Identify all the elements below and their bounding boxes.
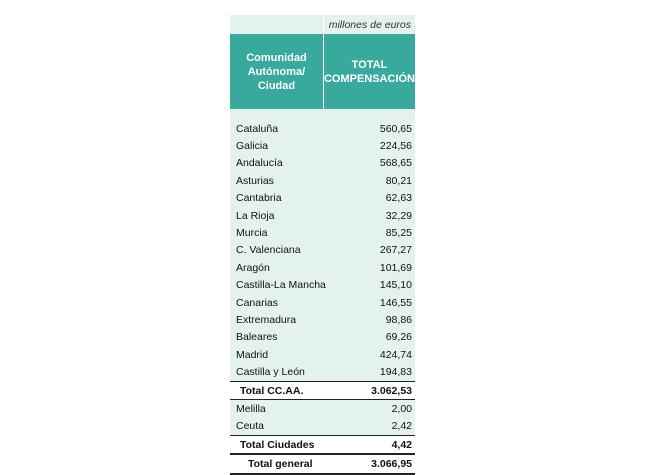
table-row [230, 277, 415, 294]
table-header [230, 34, 415, 109]
header-region-column [230, 34, 323, 109]
header-region-line2: Autónoma/ [247, 65, 306, 78]
table-row [230, 329, 415, 346]
header-total-column [323, 34, 415, 109]
row-name: Ceuta [236, 420, 265, 433]
table-row [230, 172, 415, 189]
total-general-row [230, 454, 415, 474]
row-name: C. Valenciana [236, 244, 301, 257]
row-value: 80,21 [385, 174, 412, 187]
row-value: 2,00 [391, 402, 412, 415]
total-ccaa-label: Total CC.AA. [240, 384, 304, 397]
row-name: Canarias [236, 296, 279, 309]
row-name: Asturias [236, 174, 274, 187]
row-value: 2,42 [391, 420, 412, 433]
units-row [230, 15, 415, 34]
row-value: 85,25 [385, 227, 412, 240]
table-row [230, 294, 415, 311]
row-value: 224,56 [379, 140, 412, 153]
table-body [230, 120, 415, 475]
table-row [230, 190, 415, 207]
row-name: La Rioja [236, 209, 275, 222]
total-general-label: Total general [248, 458, 313, 471]
total-cities-label: Total Ciudades [240, 438, 315, 451]
header-total-line1: TOTAL [351, 58, 388, 71]
table-row [230, 207, 415, 224]
row-name: Madrid [236, 348, 269, 361]
total-cities-value: 4,42 [391, 438, 412, 451]
row-name: Murcia [236, 227, 268, 240]
row-name: Baleares [236, 331, 278, 344]
row-name: Andalucía [236, 157, 283, 170]
total-cities-row [230, 435, 415, 454]
total-ccaa-row [230, 381, 415, 400]
row-value: 424,74 [379, 348, 412, 361]
row-name: Galicia [236, 140, 269, 153]
row-value: 146,55 [379, 296, 412, 309]
table-row [230, 346, 415, 363]
total-ccaa-value: 3.062,53 [371, 384, 412, 397]
row-value: 560,65 [379, 122, 412, 135]
total-general-value: 3.066,95 [371, 458, 412, 471]
units-row-spacer [230, 15, 323, 34]
table-row [230, 259, 415, 276]
row-value: 101,69 [379, 261, 412, 274]
header-total-line2: COMPENSACIÓN [323, 72, 415, 85]
row-name: Aragón [236, 261, 270, 274]
table-row [230, 155, 415, 172]
table-row [230, 137, 415, 154]
row-value: 32,29 [385, 209, 412, 222]
header-gap [230, 109, 415, 120]
table-row [230, 242, 415, 259]
table-row [230, 400, 415, 417]
table-row [230, 418, 415, 435]
row-value: 267,27 [379, 244, 412, 257]
table-row [230, 224, 415, 241]
row-value: 568,65 [379, 157, 412, 170]
row-name: Castilla y León [236, 366, 305, 379]
header-region-line3: Ciudad [257, 79, 296, 92]
row-value: 194,83 [379, 366, 412, 379]
row-name: Melilla [236, 402, 266, 415]
header-region-line1: Comunidad [246, 51, 307, 64]
units-label: millones de euros [323, 15, 415, 34]
row-value: 69,26 [385, 331, 412, 344]
row-value: 145,10 [379, 279, 412, 292]
row-value: 62,63 [385, 192, 412, 205]
row-name: Cantabria [236, 192, 282, 205]
table-row [230, 363, 415, 380]
table-row [230, 120, 415, 137]
row-name: Castilla-La Mancha [236, 279, 326, 292]
row-name: Extremadura [236, 313, 297, 326]
row-value: 98,86 [385, 313, 412, 326]
row-name: Cataluña [236, 122, 279, 135]
table-row [230, 311, 415, 328]
